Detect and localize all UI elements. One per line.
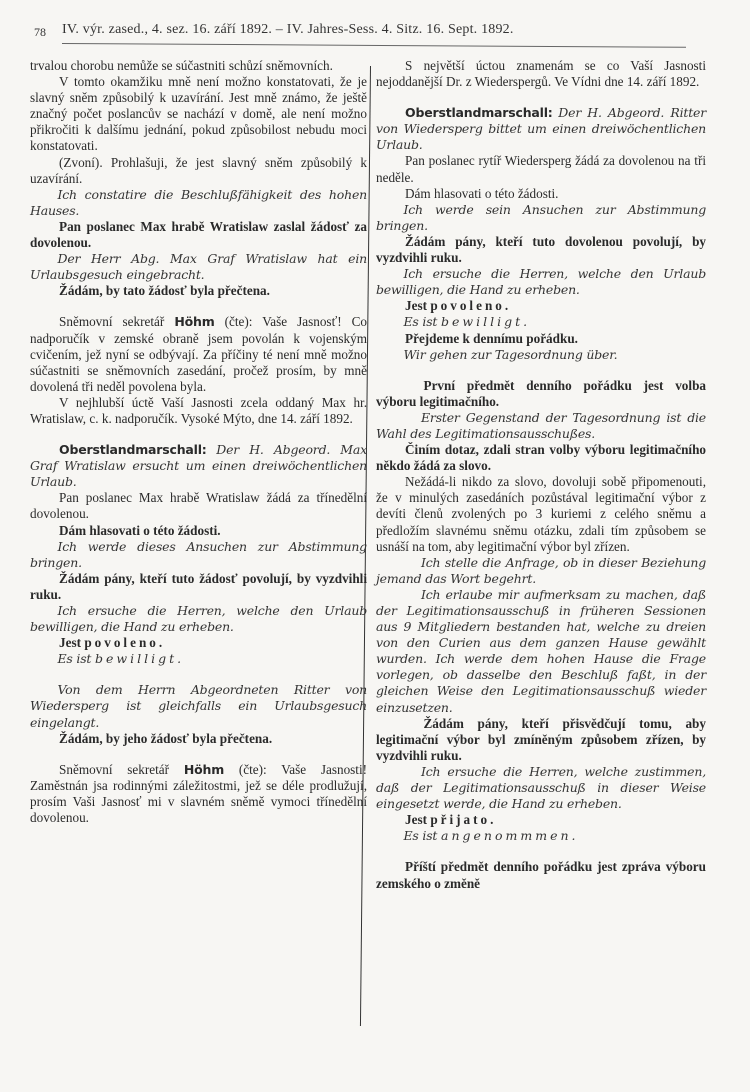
result-word: přijato. xyxy=(430,812,497,828)
paragraph: Dám hlasovati o této žádosti. xyxy=(405,185,559,201)
speech xyxy=(30,442,367,490)
result-word: bewilligt. xyxy=(95,651,185,667)
result-line xyxy=(376,298,706,314)
paragraph-german: Wir gehen zur Tagesordnung über. xyxy=(403,346,618,362)
paragraph: Činím dotaz, zdali stran volby výboru legitimačního někdo žádá za slovo. xyxy=(376,442,706,474)
paragraph-german: Ich stelle die Anfrage, ob in dieser Beziehung jemand das Wort begehrt. xyxy=(376,554,706,586)
paragraph: Nežádá-li nikdo za slovo, dovoluji sobě připomenouti, že v minulých zasedáních pozůstával legitimační výbor z devíti členů zvolených po 3 kuriemi z celého sněmu a předložím slavnému sněmu otázku, zdali tím způsobem se usnáší na tom, aby legitimační výbor byl zřízen. xyxy=(376,474,706,554)
agenda-item-german: Erster Gegenstand der Tagesordnung ist die Wahl des Legitimationsausschußes. xyxy=(376,409,706,441)
speech-text: (čte): Vaše Jasnosti! Zaměstnán jsa rodinnými záležitostmi, jež se déle prodlužují, prosím Vaši Jasnosť mi v slavném sněmě vymoci třínedělní dovolenou. xyxy=(30,761,368,826)
paragraph: (Zvoní). Prohlašuji, že jest slavný sněm způsobilý k uzavírání. xyxy=(30,154,367,186)
speaker-name: Oberstlandmarschall: xyxy=(59,442,207,458)
paragraph: trvalou chorobu nemůže se súčastniti schůzí sněmovních. xyxy=(30,58,333,73)
result-prefix: Es ist xyxy=(403,314,438,330)
speech xyxy=(30,762,367,826)
result-line xyxy=(30,635,367,651)
result-prefix: Jest xyxy=(405,298,428,314)
result-word: povoleno. xyxy=(430,298,512,314)
paragraph-german: Ich constatire die Beschlußfähigkeit des hohen Hauses. xyxy=(30,186,367,218)
result-line xyxy=(376,812,706,828)
paragraph-german: Ich werde dieses Ansuchen zur Abstimmung bringen. xyxy=(30,538,367,570)
result-line-german xyxy=(376,828,706,844)
speaker-name: Oberstlandmarschall: xyxy=(405,105,553,121)
paragraph: Pan poslanec Max hrabě Wratislaw žádá za třínedělní dovolenou. xyxy=(30,490,367,522)
result-word: bewilligt. xyxy=(441,314,531,330)
speech-text: (čte): Vaše Jasnosť! Co nadporučík v zemské obraně jsem povolán k vojenským cvičením, jež nyní se odbývají. Za příčiny té není mně možno súčastniti se sněmovních zasedání, pročež prosím, by mně dovolená tři neděl povolena byla. xyxy=(30,314,368,394)
result-prefix: Es ist xyxy=(57,651,92,667)
paragraph: S největší úctou znamenám se co Vaší Jasnosti nejoddanější Dr. z Wiederspergů. Ve Vídni dne 14. září 1892. xyxy=(376,58,706,90)
paragraph: Přejdeme k dennímu pořádku. xyxy=(405,330,578,346)
paragraph-german: Ich ersuche die Herren, welche den Urlaub bewilligen, die Hand zu erheben. xyxy=(30,603,367,635)
paragraph: Žádám, by jeho žádosť byla přečtena. xyxy=(59,730,273,746)
speech xyxy=(30,314,367,394)
result-prefix: Es ist xyxy=(403,828,438,844)
paragraph: V nejhlubší úctě Vaší Jasnosti zcela oddaný Max hr. Wratislaw, c. k. nadporučík. Vysoké Mýto, dne 14. září 1892. xyxy=(30,394,367,426)
result-word: povoleno. xyxy=(84,635,166,651)
paragraph: Dám hlasovati o této žádosti. xyxy=(59,522,221,538)
paragraph-german: Ich ersuche die Herren, welche zustimmen, daß der Legitimationsausschuß in dieser Weise eingesetzt werde, die Hand zu erheben. xyxy=(376,763,706,812)
agenda-item: První předmět denního pořádku jest volba výboru legitimačního. xyxy=(376,377,706,409)
speaker-role: Sněmovní sekretář xyxy=(59,314,165,330)
paragraph-german: Von dem Herrn Abgeordneten Ritter von Wiedersperg ist gleichfalls ein Urlaubsgesuch eingelangt. xyxy=(30,682,367,730)
speaker-name: Höhm xyxy=(174,314,215,330)
paragraph: V tomto okamžiku mně není možno konstatovati, že je slavný sněm způsobilý k uzavírání. Jest mně známo, že ještě značný počet poslancův se nachází v domě, ale není možno přikročiti k dalšímu jednání, pokud způsobilost nebudu moci konstatovati. xyxy=(30,74,367,154)
paragraph: Žádám pány, kteří přisvědčují tomu, aby legitimační výbor byl zmíněným způsobem zřízen, by vyzdvihli ruku. xyxy=(376,715,706,763)
result-prefix: Jest xyxy=(405,812,428,828)
result-line-german xyxy=(376,314,706,330)
paragraph-german: Ich ersuche die Herren, welche den Urlaub bewilligen, die Hand zu erheben. xyxy=(376,266,706,298)
paragraph: Žádám pány, kteří tuto dovolenou povolují, by vyzdvihli ruku. xyxy=(376,233,706,266)
right-column xyxy=(376,58,706,892)
agenda-item: Příští předmět denního pořádku jest zpráva výboru zemského o změně xyxy=(376,859,706,891)
page-number: 78 xyxy=(34,25,46,39)
paragraph: Pan poslanec rytíř Wiedersperg žádá za dovolenou na tři neděle. xyxy=(376,153,706,185)
header-title: IV. výr. zased., 4. sez. 16. září 1892. – IV. Jahres-Sess. 4. Sitz. 16. Sept. 1892. xyxy=(62,22,514,37)
paragraph-german: Ich erlaube mir aufmerksam zu machen, daß der Legitimationsausschuß in früheren Sessionen aus 9 Mitgliedern bestanden hat, welche zu dreien von den Curien aus dem ganzen Hause gewählt wurden. Ich werde dem hohen Hause die Frage vorlegen, ob dasselbe den Beschluß faßt, in der gleichen Weise den Legitimationsausschuß wieder einzusetzen. xyxy=(376,586,706,715)
speaker-name: Höhm xyxy=(183,761,225,777)
paragraph-german: Der Herr Abg. Max Graf Wratislaw hat ein Urlaubsgesuch eingebracht. xyxy=(30,251,367,283)
speech-text-german: Der H. Abgeord. Max Graf Wratislaw ersucht um einen dreiwöchentlichen Urlaub. xyxy=(30,442,367,490)
speaker-role: Sněmovní sekretář xyxy=(59,761,170,777)
left-column xyxy=(30,58,367,826)
speech-text-german: Der H. Abgeord. Ritter von Wiedersperg bittet um einen dreiwöchentlichen Urlaub. xyxy=(376,105,706,153)
paragraph: Žádám, by tato žádosť byla přečtena. xyxy=(59,283,270,299)
paragraph: Pan poslanec Max hrabě Wratislaw zaslal žádosť za dovolenou. xyxy=(30,218,367,251)
paragraph: Žádám pány, kteří tuto žádosť povolují, by vyzdvihli ruku. xyxy=(30,570,367,602)
result-word: angenommmen. xyxy=(441,828,579,844)
speech xyxy=(376,105,706,153)
result-line-german xyxy=(30,651,367,667)
result-prefix: Jest xyxy=(59,635,82,651)
paragraph-german: Ich werde sein Ansuchen zur Abstimmung bringen. xyxy=(376,201,706,233)
running-header xyxy=(34,22,686,46)
